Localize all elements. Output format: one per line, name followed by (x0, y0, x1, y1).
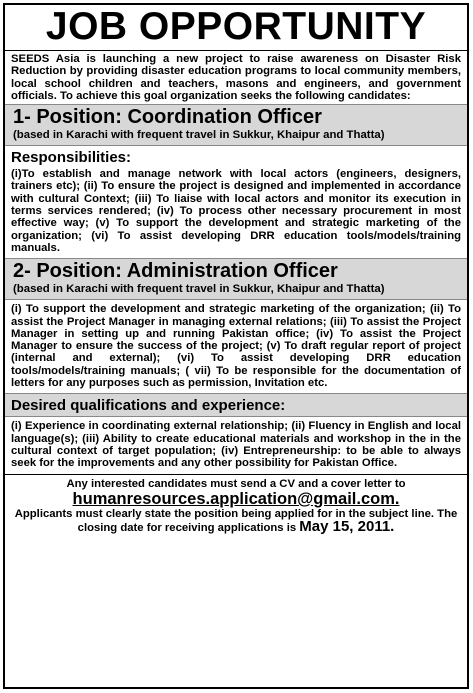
responsibilities-heading: Responsibilities: (11, 149, 132, 167)
footer-line2 (5, 508, 467, 534)
footer-line1: Any interested candidates must send a CV and a cover letter to (66, 477, 406, 490)
job-advertisement (3, 3, 469, 689)
position1-title: 1- Position: Coordination Officer (13, 106, 322, 129)
position1-responsibilities: (i)To establish and manage network with local actors (engineers, designers, trainers etc); (ii) To ensure the project is designed and implemented in accordance with cultural Context; (iii) To liaise with local actors and monitor its execution in terms services rendered; (iv) To process other necessary procurement in most effective way; (v) To support the development and strategic marketing of the organization; (vi) To assist developing DRR education tools/models/training manuals. (11, 168, 461, 254)
position2-location: (based in Karachi with frequent travel in Sukkur, Khaipur and Thatta) (13, 283, 385, 296)
qualifications-text: (i) Experience in coordinating external relationship; (ii) Fluency in English and local language(s); (iii) Ability to create educational materials and workshop in the in the cultural context of target population; (iv) Entrepreneurship: to be able to always seek for the improvements and any other possibility for Pakistan Office. (11, 420, 461, 470)
position2-responsibilities: (i) To support the development and strategic marketing of the organization; (ii) To assist the Project Manager in managing external relations; (iii) To assist the Project Manager in setting up and running Pakistan office; (iv) To assist the Project Manager to ensure the success of the project; (v) To draft regular report of project (internal and external); (vi) To assist developing DRR education tools/models/training manuals; ( vii) To be responsible for the documentation of letters for any purposes such as permission, Invitation etc. (11, 303, 461, 390)
qualifications-heading: Desired qualifications and experience: (11, 397, 286, 415)
position1-header (5, 104, 467, 146)
intro-paragraph: SEEDS Asia is launching a new project to raise awareness on Disaster Risk Reduction by providing disaster education programs to local community members, local school children and teachers, masons and engineers, and government officials. To achieve this goal organization seeks the following candidates: (11, 53, 461, 102)
qualifications-header (5, 393, 467, 417)
position2-title: 2- Position: Administration Officer (13, 260, 338, 283)
closing-date: May 15, 2011. (299, 517, 395, 535)
position1-location: (based in Karachi with frequent travel in Sukkur, Khaipur and Thatta) (13, 129, 385, 142)
application-email: humanresources.application@gmail.com. (72, 490, 400, 509)
ad-title: JOB OPPORTUNITY (5, 5, 467, 51)
footer-instructions: Applicants must clearly state the position being applied for in the subject line. The closing date for receiving applications is (14, 508, 458, 534)
position2-header (5, 258, 467, 300)
